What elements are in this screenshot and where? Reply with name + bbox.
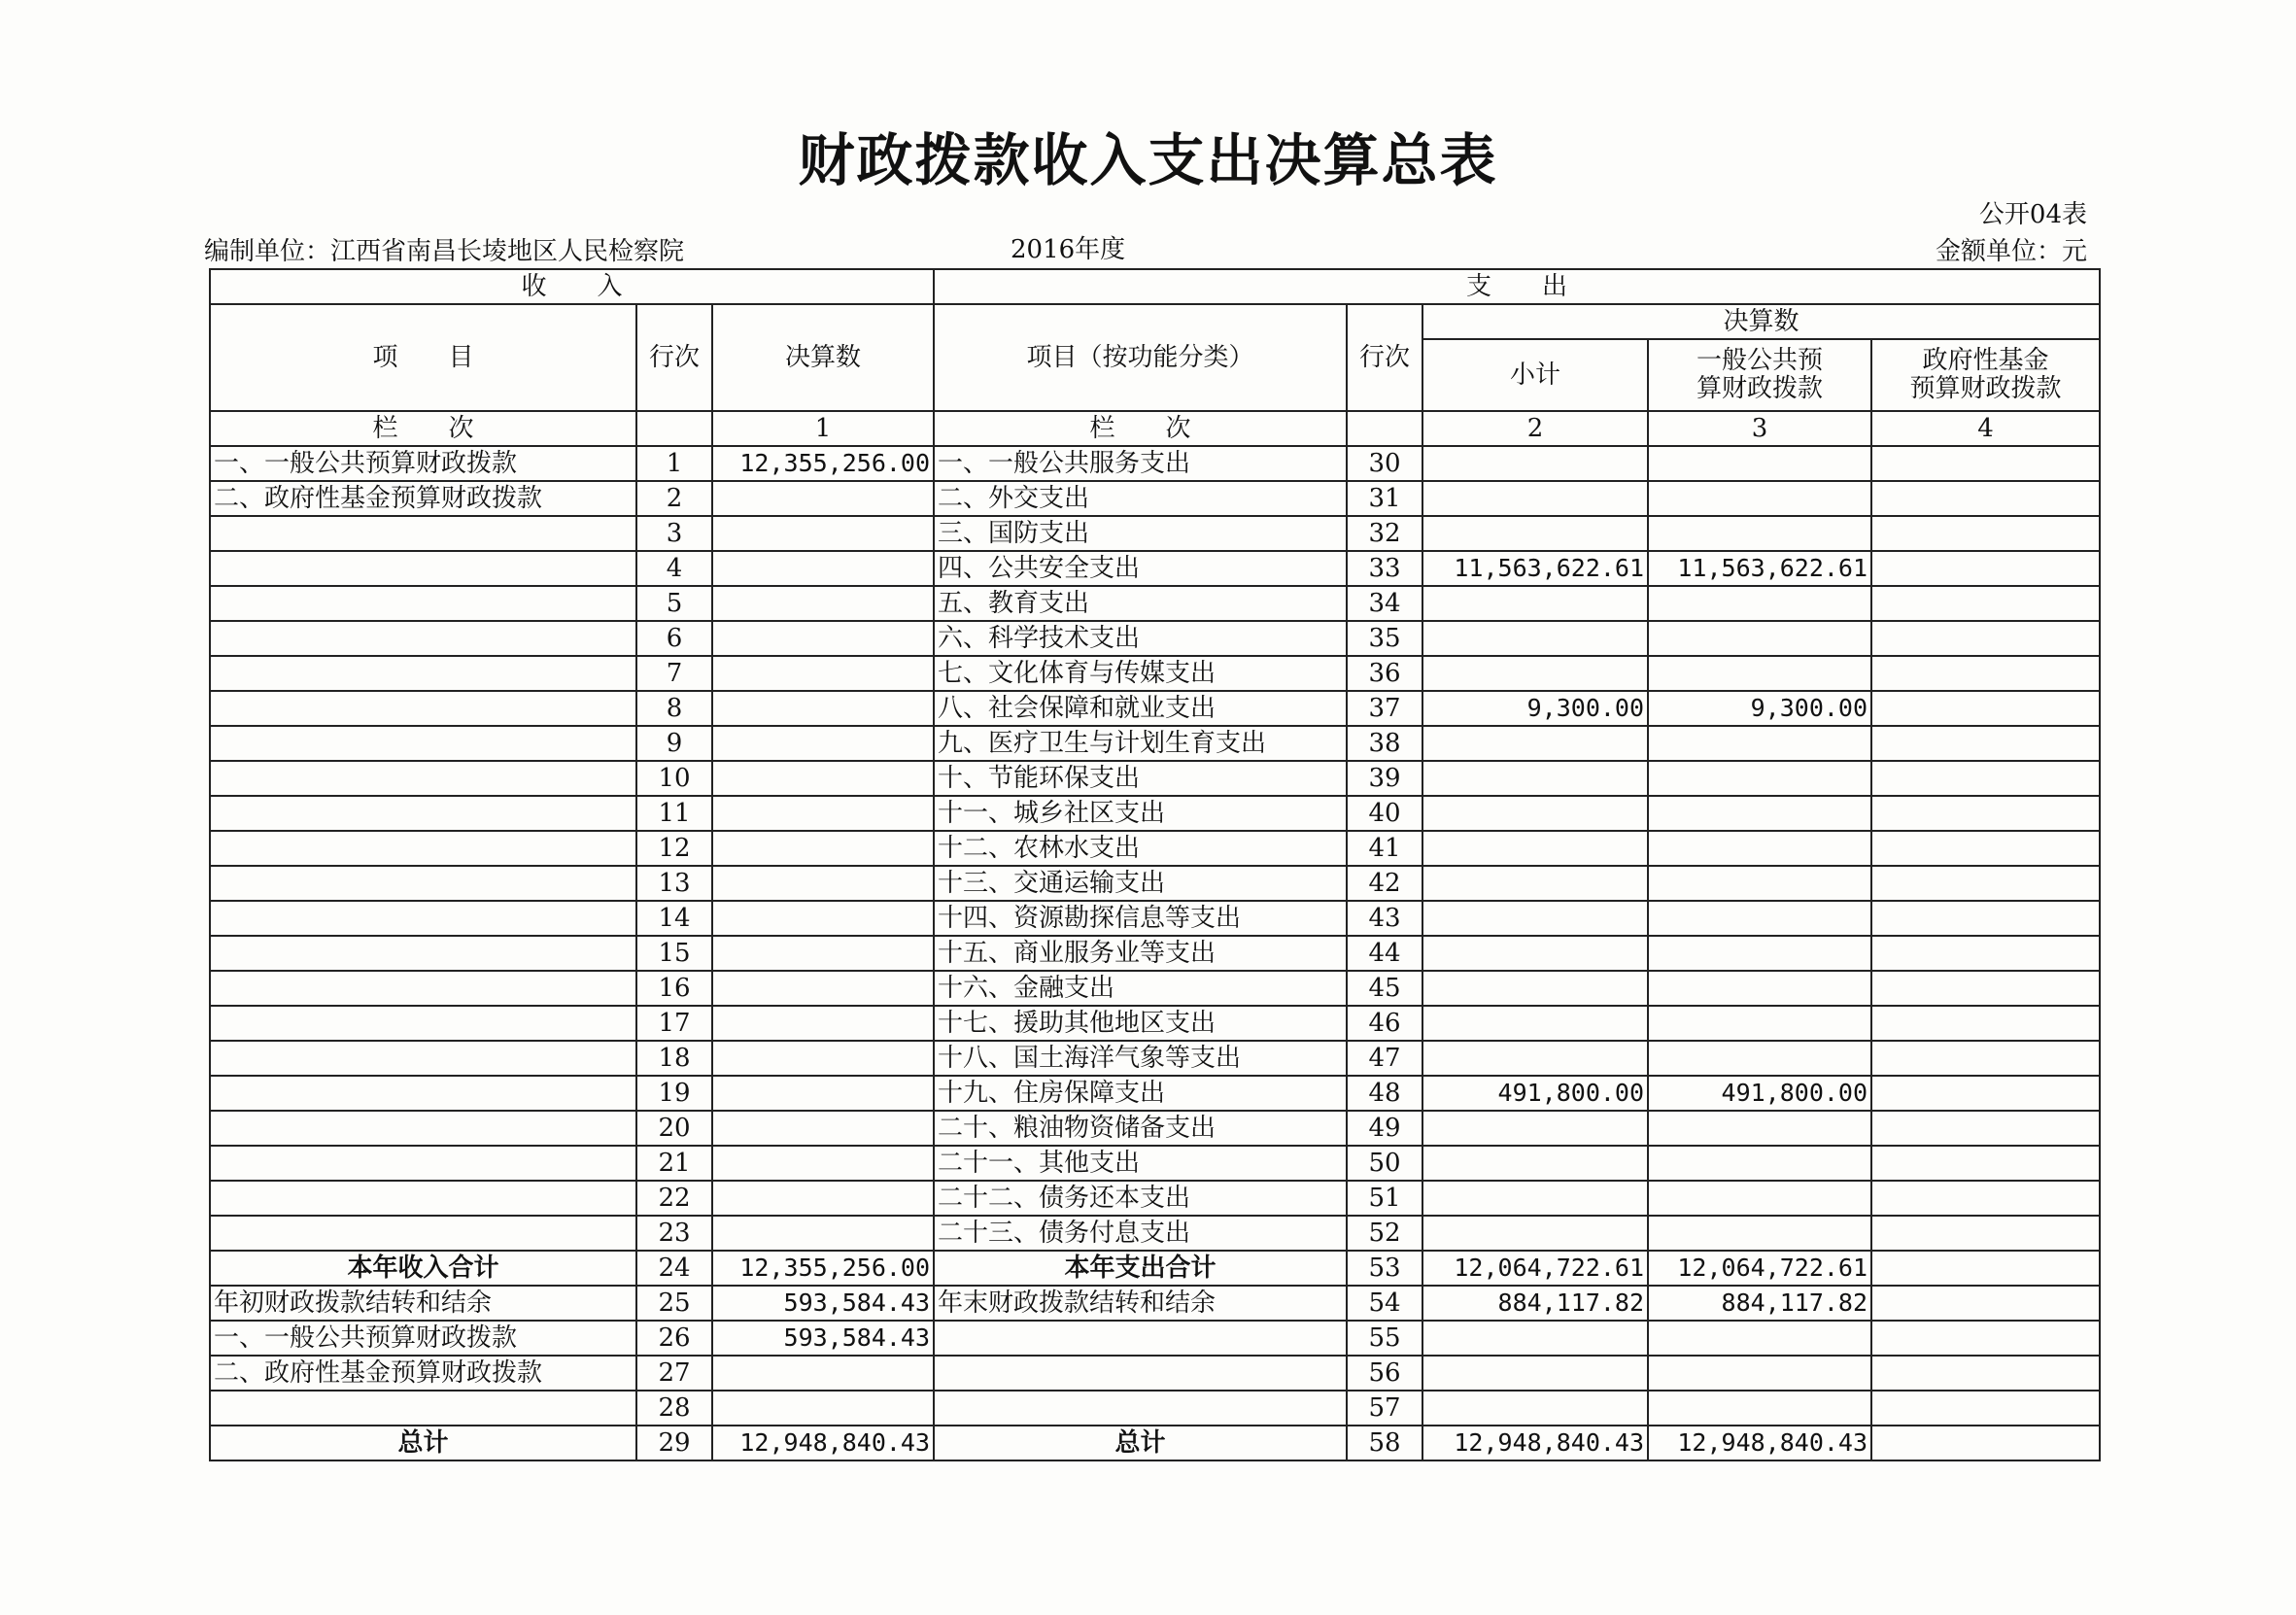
general-budget-cell <box>1648 761 1871 796</box>
table-row <box>210 1146 2100 1181</box>
income-amount-cell <box>712 1076 934 1111</box>
expense-row-no-cell: 56 <box>1347 1356 1422 1391</box>
gov-fund-cell <box>1871 1076 2100 1111</box>
expense-item-header: 项目（按功能分类） <box>934 304 1347 411</box>
gov-fund-cell <box>1871 586 2100 621</box>
income-item-cell <box>210 796 636 831</box>
table-row <box>210 1076 2100 1111</box>
expense-item-cell: 十五、商业服务业等支出 <box>934 936 1347 971</box>
gov-fund-cell <box>1871 831 2100 866</box>
income-row-no-cell: 10 <box>636 761 712 796</box>
column-3: 3 <box>1648 411 1871 446</box>
gov-fund-cell <box>1871 656 2100 691</box>
expense-item-cell: 九、医疗卫生与计划生育支出 <box>934 726 1347 761</box>
expense-item-cell: 十九、住房保障支出 <box>934 1076 1347 1111</box>
gov-fund-cell <box>1871 621 2100 656</box>
income-item-cell <box>210 1181 636 1216</box>
expense-row-no-cell: 39 <box>1347 761 1422 796</box>
general-budget-header-line1: 一般公共预 <box>1696 346 1824 376</box>
expense-item-cell: 十六、金融支出 <box>934 971 1347 1006</box>
expense-row-no-cell: 45 <box>1347 971 1422 1006</box>
expense-row-no-cell: 51 <box>1347 1181 1422 1216</box>
income-row-no-cell: 12 <box>636 831 712 866</box>
expense-item-cell: 本年支出合计 <box>934 1251 1347 1286</box>
general-budget-cell <box>1648 796 1871 831</box>
income-amount-cell <box>712 1356 934 1391</box>
income-item-cell <box>210 691 636 726</box>
subtotal-cell <box>1422 621 1648 656</box>
income-row-no-cell: 5 <box>636 586 712 621</box>
income-amount-cell <box>712 551 934 586</box>
income-item-cell: 二、政府性基金预算财政拨款 <box>210 1356 636 1391</box>
expense-item-cell: 二十、粮油物资储备支出 <box>934 1111 1347 1146</box>
expense-row-no-cell: 44 <box>1347 936 1422 971</box>
column-1: 1 <box>712 411 934 446</box>
subtotal-cell <box>1422 586 1648 621</box>
column-4: 4 <box>1871 411 2100 446</box>
income-amount-cell: 593,584.43 <box>712 1321 934 1356</box>
general-budget-cell: 12,948,840.43 <box>1648 1426 1871 1460</box>
column-blank-1 <box>636 411 712 446</box>
income-item-cell <box>210 1146 636 1181</box>
currency-unit: 金额单位：元 <box>1935 237 2087 266</box>
subtotal-cell <box>1422 901 1648 936</box>
expense-item-cell: 四、公共安全支出 <box>934 551 1347 586</box>
subtotal-cell: 12,064,722.61 <box>1422 1251 1648 1286</box>
income-amount-cell <box>712 656 934 691</box>
finance-table <box>209 268 2101 1461</box>
income-item-cell: 年初财政拨款结转和结余 <box>210 1286 636 1321</box>
subtotal-cell: 491,800.00 <box>1422 1076 1648 1111</box>
table-row <box>210 936 2100 971</box>
expense-item-cell: 三、国防支出 <box>934 516 1347 551</box>
subtotal-header: 小计 <box>1422 339 1648 411</box>
table-row <box>210 901 2100 936</box>
gov-fund-cell <box>1871 1391 2100 1426</box>
income-item-cell: 一、一般公共预算财政拨款 <box>210 1321 636 1356</box>
income-row-no-cell: 11 <box>636 796 712 831</box>
income-amount-cell <box>712 971 934 1006</box>
gov-fund-cell <box>1871 936 2100 971</box>
income-row-no-cell: 13 <box>636 866 712 901</box>
subtotal-cell <box>1422 1181 1648 1216</box>
table-row <box>210 1216 2100 1251</box>
general-budget-cell <box>1648 621 1871 656</box>
income-row-no-cell: 1 <box>636 446 712 481</box>
gov-fund-cell <box>1871 446 2100 481</box>
table-row <box>210 656 2100 691</box>
income-amount-cell <box>712 936 934 971</box>
subtotal-cell <box>1422 1006 1648 1041</box>
general-budget-cell <box>1648 586 1871 621</box>
expense-row-no-cell: 55 <box>1347 1321 1422 1356</box>
general-budget-cell <box>1648 446 1871 481</box>
table-row <box>210 831 2100 866</box>
expense-row-no-cell: 42 <box>1347 866 1422 901</box>
income-item-cell <box>210 1391 636 1426</box>
income-amount-cell <box>712 691 934 726</box>
gov-fund-cell <box>1871 1321 2100 1356</box>
expense-item-cell: 十一、城乡社区支出 <box>934 796 1347 831</box>
income-amount-cell <box>712 796 934 831</box>
expense-item-cell: 二十一、其他支出 <box>934 1146 1347 1181</box>
general-budget-cell: 884,117.82 <box>1648 1286 1871 1321</box>
general-budget-cell <box>1648 726 1871 761</box>
expense-row-no-cell: 47 <box>1347 1041 1422 1076</box>
subtotal-cell: 12,948,840.43 <box>1422 1426 1648 1460</box>
table-row <box>210 1251 2100 1286</box>
expense-row-no-cell: 36 <box>1347 656 1422 691</box>
gov-fund-header-line2: 预算财政拨款 <box>1909 374 2062 403</box>
general-budget-cell <box>1648 481 1871 516</box>
subtotal-cell <box>1422 1356 1648 1391</box>
income-item-cell <box>210 1216 636 1251</box>
income-row-no-cell: 25 <box>636 1286 712 1321</box>
income-row-no-cell: 2 <box>636 481 712 516</box>
table-row <box>210 866 2100 901</box>
income-item-cell <box>210 901 636 936</box>
table-row <box>210 1321 2100 1356</box>
table-row <box>210 481 2100 516</box>
gov-fund-cell <box>1871 551 2100 586</box>
expense-row-no-cell: 54 <box>1347 1286 1422 1321</box>
gov-fund-cell <box>1871 1041 2100 1076</box>
expense-row-no-cell: 52 <box>1347 1216 1422 1251</box>
subtotal-cell <box>1422 656 1648 691</box>
gov-fund-cell <box>1871 1181 2100 1216</box>
expense-row-no-cell: 34 <box>1347 586 1422 621</box>
general-budget-cell <box>1648 1041 1871 1076</box>
gov-fund-cell <box>1871 971 2100 1006</box>
income-item-cell <box>210 621 636 656</box>
gov-fund-cell <box>1871 691 2100 726</box>
table-row <box>210 691 2100 726</box>
report-title: 财政拨款收入支出决算总表 <box>798 127 1498 193</box>
table-row <box>210 1111 2100 1146</box>
general-budget-cell: 9,300.00 <box>1648 691 1871 726</box>
income-row-no-cell: 27 <box>636 1356 712 1391</box>
gov-fund-cell <box>1871 1006 2100 1041</box>
income-item-cell <box>210 1111 636 1146</box>
general-budget-header-line2: 算财政拨款 <box>1696 374 1824 403</box>
expense-item-cell: 二、外交支出 <box>934 481 1347 516</box>
expense-row-no-cell: 33 <box>1347 551 1422 586</box>
general-budget-cell: 491,800.00 <box>1648 1076 1871 1111</box>
expense-row-no-cell: 50 <box>1347 1146 1422 1181</box>
column-label-expense: 栏 次 <box>934 411 1347 446</box>
general-budget-cell <box>1648 1216 1871 1251</box>
gov-fund-cell <box>1871 1111 2100 1146</box>
table-row <box>210 761 2100 796</box>
expense-item-cell: 十七、援助其他地区支出 <box>934 1006 1347 1041</box>
expense-row-no-cell: 43 <box>1347 901 1422 936</box>
general-budget-cell <box>1648 1321 1871 1356</box>
income-item-cell <box>210 936 636 971</box>
income-amount-cell <box>712 726 934 761</box>
subtotal-cell <box>1422 481 1648 516</box>
table-row <box>210 1426 2100 1460</box>
general-budget-header <box>1648 339 1871 411</box>
income-amount-cell <box>712 901 934 936</box>
gov-fund-cell <box>1871 796 2100 831</box>
subtotal-cell <box>1422 796 1648 831</box>
income-item-cell <box>210 1006 636 1041</box>
income-amount-cell <box>712 1111 934 1146</box>
general-budget-cell <box>1648 1146 1871 1181</box>
income-row-no-cell: 21 <box>636 1146 712 1181</box>
income-amount-cell <box>712 1216 934 1251</box>
subtotal-cell <box>1422 1391 1648 1426</box>
expense-row-no-cell: 35 <box>1347 621 1422 656</box>
income-row-no-cell: 23 <box>636 1216 712 1251</box>
income-amount-cell <box>712 1391 934 1426</box>
general-budget-cell <box>1648 866 1871 901</box>
income-item-cell <box>210 726 636 761</box>
income-amount-cell <box>712 1006 934 1041</box>
income-item-cell <box>210 656 636 691</box>
income-item-header: 项 目 <box>210 304 636 411</box>
form-code: 公开04表 <box>1978 200 2087 229</box>
income-row-no-cell: 18 <box>636 1041 712 1076</box>
table-row <box>210 1181 2100 1216</box>
expense-item-cell: 二十二、债务还本支出 <box>934 1181 1347 1216</box>
income-row-no-cell: 9 <box>636 726 712 761</box>
fiscal-year: 2016年度 <box>1011 235 1126 264</box>
income-item-cell <box>210 1076 636 1111</box>
income-item-cell <box>210 971 636 1006</box>
subtotal-cell: 9,300.00 <box>1422 691 1648 726</box>
income-amount-cell <box>712 516 934 551</box>
income-item-cell <box>210 761 636 796</box>
expense-row-no-cell: 37 <box>1347 691 1422 726</box>
income-amount-cell <box>712 761 934 796</box>
expense-row-no-cell: 40 <box>1347 796 1422 831</box>
table-row <box>210 446 2100 481</box>
income-row-no-cell: 29 <box>636 1426 712 1460</box>
income-row-no-cell: 6 <box>636 621 712 656</box>
expense-item-cell: 十、节能环保支出 <box>934 761 1347 796</box>
table-row <box>210 1286 2100 1321</box>
table-row <box>210 796 2100 831</box>
table-row <box>210 1356 2100 1391</box>
table-row <box>210 551 2100 586</box>
table-row <box>210 971 2100 1006</box>
general-budget-cell <box>1648 656 1871 691</box>
subtotal-cell: 11,563,622.61 <box>1422 551 1648 586</box>
income-amount-cell: 12,948,840.43 <box>712 1426 934 1460</box>
income-item-cell: 一、一般公共预算财政拨款 <box>210 446 636 481</box>
table-row <box>210 1391 2100 1426</box>
gov-fund-cell <box>1871 1146 2100 1181</box>
column-blank-2 <box>1347 411 1422 446</box>
table-row <box>210 516 2100 551</box>
general-budget-cell <box>1648 936 1871 971</box>
income-amount-header: 决算数 <box>712 304 934 411</box>
expense-row-no-cell: 53 <box>1347 1251 1422 1286</box>
expense-item-cell: 十八、国土海洋气象等支出 <box>934 1041 1347 1076</box>
subtotal-cell <box>1422 936 1648 971</box>
gov-fund-header-line1: 政府性基金 <box>1922 346 2049 376</box>
gov-fund-cell <box>1871 1426 2100 1460</box>
income-amount-cell <box>712 1041 934 1076</box>
subtotal-cell <box>1422 1041 1648 1076</box>
general-budget-cell <box>1648 516 1871 551</box>
income-row-no-cell: 22 <box>636 1181 712 1216</box>
income-amount-cell <box>712 1146 934 1181</box>
income-row-no-cell: 28 <box>636 1391 712 1426</box>
income-item-cell: 二、政府性基金预算财政拨款 <box>210 481 636 516</box>
column-label-income: 栏 次 <box>210 411 636 446</box>
expense-item-cell: 年末财政拨款结转和结余 <box>934 1286 1347 1321</box>
expense-item-cell <box>934 1391 1347 1426</box>
gov-fund-cell <box>1871 901 2100 936</box>
expense-row-no-cell: 46 <box>1347 1006 1422 1041</box>
income-amount-cell <box>712 586 934 621</box>
expense-item-cell <box>934 1356 1347 1391</box>
table-row <box>210 1041 2100 1076</box>
expense-item-cell: 十三、交通运输支出 <box>934 866 1347 901</box>
gov-fund-cell <box>1871 481 2100 516</box>
subtotal-cell <box>1422 1321 1648 1356</box>
gov-fund-cell <box>1871 761 2100 796</box>
subtotal-cell <box>1422 726 1648 761</box>
subtotal-cell <box>1422 1216 1648 1251</box>
income-header: 收 入 <box>210 269 934 304</box>
subtotal-cell <box>1422 971 1648 1006</box>
expense-row-no-header: 行次 <box>1347 304 1422 411</box>
gov-fund-header <box>1871 339 2100 411</box>
expense-row-no-cell: 48 <box>1347 1076 1422 1111</box>
income-row-no-cell: 15 <box>636 936 712 971</box>
expense-item-cell: 十四、资源勘探信息等支出 <box>934 901 1347 936</box>
income-item-cell <box>210 1041 636 1076</box>
gov-fund-cell <box>1871 1216 2100 1251</box>
general-budget-cell <box>1648 1356 1871 1391</box>
income-item-cell <box>210 831 636 866</box>
income-row-no-cell: 19 <box>636 1076 712 1111</box>
column-2: 2 <box>1422 411 1648 446</box>
expense-row-no-cell: 57 <box>1347 1391 1422 1426</box>
income-amount-cell <box>712 621 934 656</box>
income-row-no-cell: 16 <box>636 971 712 1006</box>
income-amount-cell: 12,355,256.00 <box>712 446 934 481</box>
income-row-no-cell: 3 <box>636 516 712 551</box>
table-row <box>210 1006 2100 1041</box>
expense-item-cell: 二十三、债务付息支出 <box>934 1216 1347 1251</box>
expense-item-cell: 六、科学技术支出 <box>934 621 1347 656</box>
income-item-cell <box>210 586 636 621</box>
gov-fund-cell <box>1871 866 2100 901</box>
income-amount-cell <box>712 866 934 901</box>
income-amount-cell: 593,584.43 <box>712 1286 934 1321</box>
general-budget-cell <box>1648 901 1871 936</box>
general-budget-cell <box>1648 1181 1871 1216</box>
table-row <box>210 586 2100 621</box>
subtotal-cell <box>1422 1146 1648 1181</box>
general-budget-cell <box>1648 1111 1871 1146</box>
income-amount-cell <box>712 481 934 516</box>
income-item-cell <box>210 551 636 586</box>
general-budget-cell <box>1648 1006 1871 1041</box>
gov-fund-cell <box>1871 726 2100 761</box>
subtotal-cell <box>1422 1111 1648 1146</box>
expense-item-cell: 一、一般公共服务支出 <box>934 446 1347 481</box>
income-row-no-cell: 17 <box>636 1006 712 1041</box>
compiling-unit: 编制单位：江西省南昌长堎地区人民检察院 <box>204 237 685 266</box>
expense-item-cell: 五、教育支出 <box>934 586 1347 621</box>
expense-row-no-cell: 32 <box>1347 516 1422 551</box>
expense-header: 支 出 <box>934 269 2100 304</box>
table-row <box>210 621 2100 656</box>
expense-item-cell: 八、社会保障和就业支出 <box>934 691 1347 726</box>
final-amount-header: 决算数 <box>1422 304 2100 339</box>
table-row <box>210 726 2100 761</box>
income-row-no-cell: 4 <box>636 551 712 586</box>
subtotal-cell <box>1422 761 1648 796</box>
income-row-no-cell: 8 <box>636 691 712 726</box>
gov-fund-cell <box>1871 1356 2100 1391</box>
general-budget-cell: 12,064,722.61 <box>1648 1251 1871 1286</box>
gov-fund-cell <box>1871 1251 2100 1286</box>
income-item-cell: 总计 <box>210 1426 636 1460</box>
expense-row-no-cell: 58 <box>1347 1426 1422 1460</box>
income-item-cell: 本年收入合计 <box>210 1251 636 1286</box>
subtotal-cell <box>1422 866 1648 901</box>
expense-row-no-cell: 49 <box>1347 1111 1422 1146</box>
subtotal-cell <box>1422 446 1648 481</box>
subtotal-cell: 884,117.82 <box>1422 1286 1648 1321</box>
general-budget-cell: 11,563,622.61 <box>1648 551 1871 586</box>
expense-item-cell <box>934 1321 1347 1356</box>
income-amount-cell <box>712 1181 934 1216</box>
income-row-no-header: 行次 <box>636 304 712 411</box>
income-amount-cell: 12,355,256.00 <box>712 1251 934 1286</box>
income-row-no-cell: 20 <box>636 1111 712 1146</box>
general-budget-cell <box>1648 831 1871 866</box>
income-row-no-cell: 14 <box>636 901 712 936</box>
gov-fund-cell <box>1871 516 2100 551</box>
general-budget-cell <box>1648 971 1871 1006</box>
income-item-cell <box>210 516 636 551</box>
expense-item-cell: 七、文化体育与传媒支出 <box>934 656 1347 691</box>
subtotal-cell <box>1422 831 1648 866</box>
income-row-no-cell: 7 <box>636 656 712 691</box>
subtotal-cell <box>1422 516 1648 551</box>
income-item-cell <box>210 866 636 901</box>
income-amount-cell <box>712 831 934 866</box>
expense-item-cell: 十二、农林水支出 <box>934 831 1347 866</box>
income-row-no-cell: 26 <box>636 1321 712 1356</box>
income-row-no-cell: 24 <box>636 1251 712 1286</box>
expense-item-cell: 总计 <box>934 1426 1347 1460</box>
general-budget-cell <box>1648 1391 1871 1426</box>
expense-row-no-cell: 30 <box>1347 446 1422 481</box>
gov-fund-cell <box>1871 1286 2100 1321</box>
expense-row-no-cell: 31 <box>1347 481 1422 516</box>
expense-row-no-cell: 41 <box>1347 831 1422 866</box>
expense-row-no-cell: 38 <box>1347 726 1422 761</box>
